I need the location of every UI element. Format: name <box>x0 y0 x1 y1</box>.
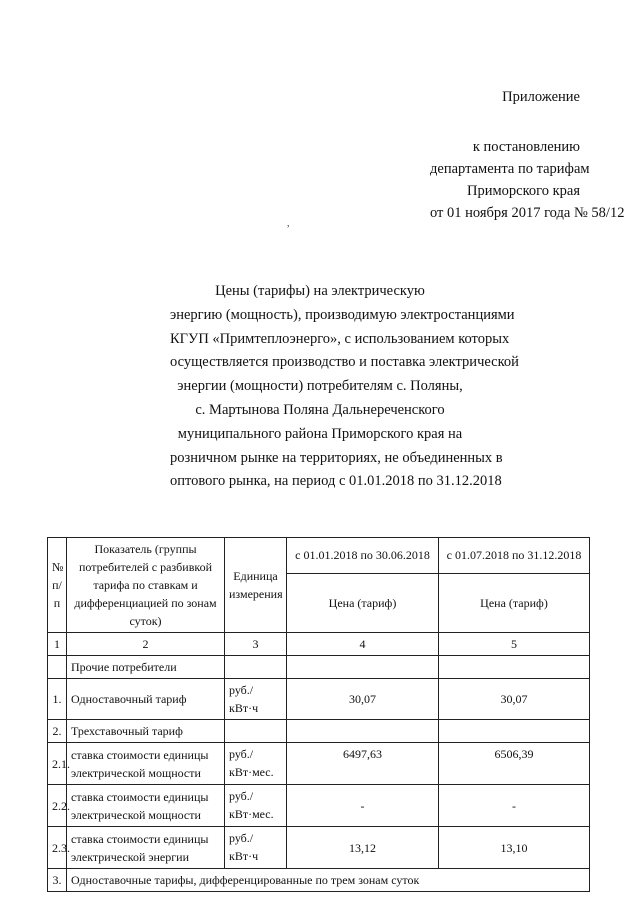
row-value-2 <box>439 720 590 743</box>
row-value-1: - <box>287 785 439 827</box>
row-value-2: - <box>439 785 590 827</box>
row-value-2: 6506,39 <box>439 743 590 785</box>
row-unit: руб./кВт·мес. <box>225 743 287 785</box>
row-value-2: 30,07 <box>439 679 590 720</box>
column-number-row <box>48 633 590 656</box>
header-num: № п/п <box>48 538 67 633</box>
heading-line: осуществляется производство и поставка электрической <box>170 354 519 371</box>
header-price-1: Цена (тариф) <box>287 573 439 632</box>
table-row <box>48 743 590 785</box>
document-heading <box>170 280 519 494</box>
row-name: ставка стоимости единицы электрической энергии <box>67 827 225 869</box>
appendix-title: Приложение <box>502 89 580 105</box>
row-num: 1. <box>48 679 67 720</box>
row-num: 3. <box>48 869 67 892</box>
heading-line: муниципального района Приморского края на <box>177 425 463 442</box>
header-period-1: с 01.01.2018 по 30.06.2018 <box>287 538 439 574</box>
column-number: 3 <box>225 633 287 656</box>
column-number: 1 <box>48 633 67 656</box>
group-row <box>48 656 590 679</box>
scan-speck: , <box>287 218 290 229</box>
header-price-2: Цена (тариф) <box>439 573 590 632</box>
row-name: ставка стоимости единицы электрической мощности <box>67 743 225 785</box>
appendix-line: к постановлению <box>472 139 580 155</box>
row-value-1: 13,12 <box>287 827 439 869</box>
tariff-table <box>47 537 590 892</box>
row-num: 2.3. <box>48 827 67 869</box>
heading-line: с. Мартынова Поляна Дальнереченского <box>195 401 445 418</box>
heading-line: КГУП «Примтеплоэнерго», с использованием которых <box>170 330 510 347</box>
appendix-line: от 01 ноября 2017 года № 58/12 <box>430 205 625 221</box>
heading-line: энергию (мощность), производимую электростанциями <box>170 306 515 323</box>
table-row <box>48 869 590 892</box>
header-period-2: с 01.07.2018 по 31.12.2018 <box>439 538 590 574</box>
appendix-line: департамента по тарифам <box>430 161 590 177</box>
row-unit: руб./кВт·ч <box>225 679 287 720</box>
row-value-1 <box>287 720 439 743</box>
column-number: 2 <box>67 633 225 656</box>
table-row <box>48 679 590 720</box>
group-label: Прочие потребители <box>67 656 225 679</box>
row-value-2: 13,10 <box>439 827 590 869</box>
table-row <box>48 785 590 827</box>
heading-line: оптового рынка, на период с 01.01.2018 по 31.12.2018 <box>170 473 502 490</box>
column-number: 4 <box>287 633 439 656</box>
appendix-line: Приморского края <box>466 183 580 199</box>
row-name: Одноставочный тариф <box>67 679 225 720</box>
row-name: ставка стоимости единицы электрической мощности <box>67 785 225 827</box>
column-number: 5 <box>439 633 590 656</box>
row-unit: руб./кВт·мес. <box>225 785 287 827</box>
row-value-1: 6497,63 <box>287 743 439 785</box>
table-header-row <box>48 538 590 574</box>
row-num: 2. <box>48 720 67 743</box>
row-num: 2.2. <box>48 785 67 827</box>
row-name: Трехставочный тариф <box>67 720 225 743</box>
row-name: Одноставочные тарифы, дифференцированные по трем зонам суток <box>67 869 590 892</box>
row-num: 2.1. <box>48 743 67 785</box>
row-unit: руб./кВт·ч <box>225 827 287 869</box>
row-value-1: 30,07 <box>287 679 439 720</box>
heading-line: Цены (тарифы) на электрическую <box>215 283 425 299</box>
heading-line: энергии (мощности) потребителям с. Поляны, <box>177 378 463 395</box>
header-unit: Единица измерения <box>225 538 287 633</box>
table-row <box>48 720 590 743</box>
header-indicator: Показатель (группы потребителей с разбивкой тарифа по ставкам и дифференциацией по зонам суток) <box>67 538 225 633</box>
appendix-block <box>430 86 625 224</box>
heading-line: розничном рынке на территориях, не объединенных в <box>170 449 503 466</box>
table-row <box>48 827 590 869</box>
row-unit <box>225 720 287 743</box>
